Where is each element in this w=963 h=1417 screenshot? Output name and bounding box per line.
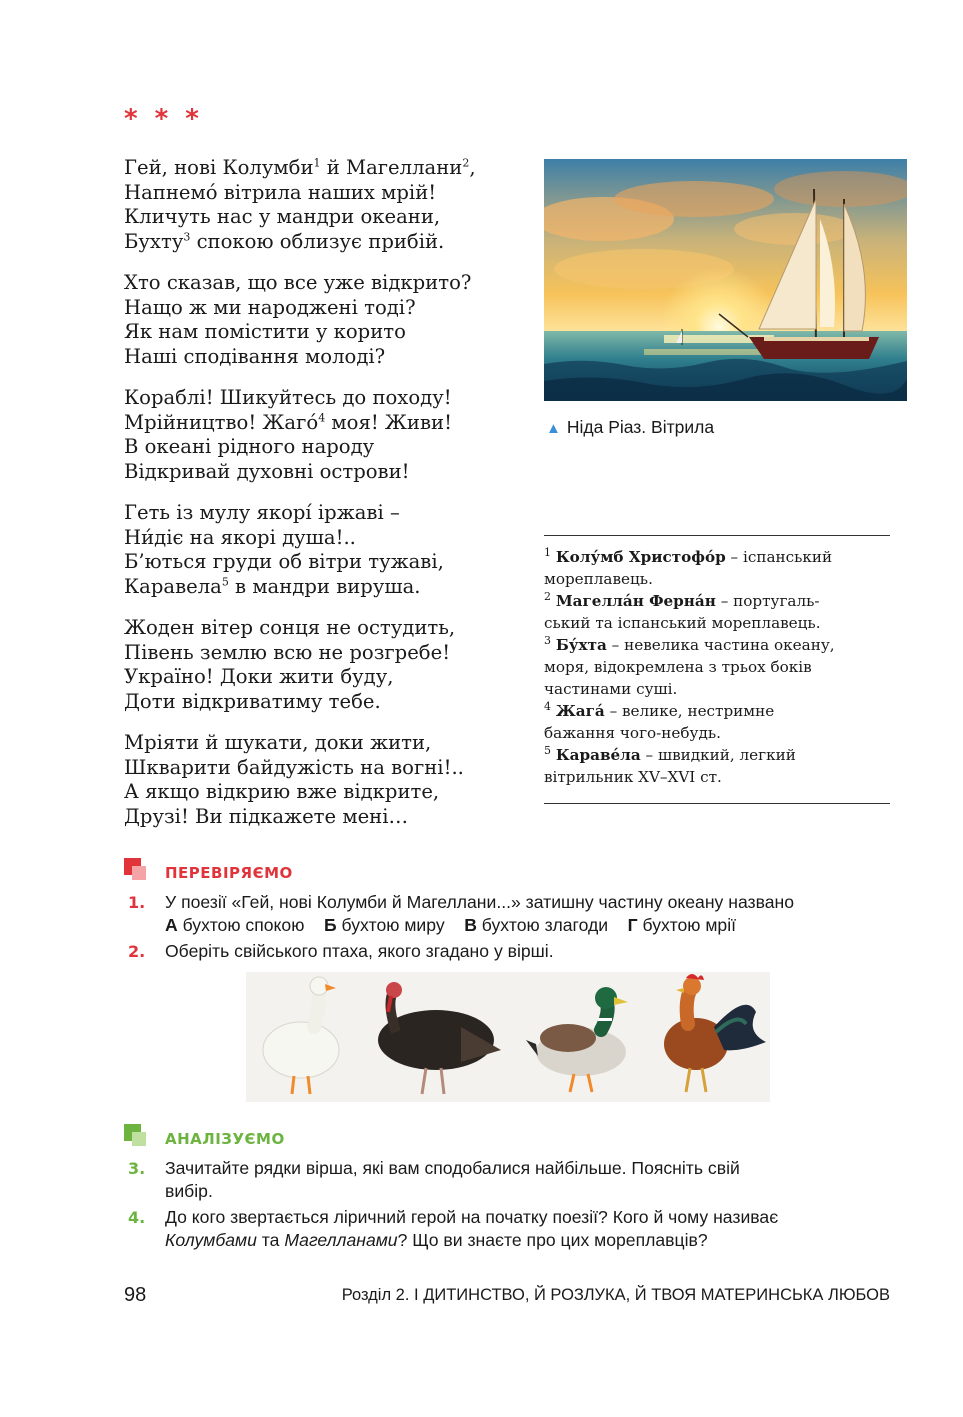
footnote-3: $^3$ Бу́хта – невелика частина океану, [544, 633, 835, 654]
question-1 [165, 891, 895, 937]
question-2-number: 2. [128, 942, 146, 961]
footnote-3-cont2: частинами суші. [544, 680, 678, 698]
poem-line: Україно! Доки жити буду, [124, 665, 394, 688]
poem-line: Доти відкриватиму тебе. [124, 689, 381, 713]
question-3-line-1: Зачитайте рядки вірша, які вам сподобалися найбільше. Поясніть свій [165, 1158, 740, 1178]
question-4-number: 4. [128, 1208, 146, 1227]
stanza-5 [124, 616, 534, 714]
option-h[interactable]: Г бухтою мрії [627, 915, 737, 935]
painting-caption: ▲ Ніда Ріаз. Вітрила [546, 417, 715, 437]
footnote-5: $^5$ Караве́ла – швидкий, легкий [544, 743, 796, 764]
question-4-line-2: Колумбами та Магелланами? Що ви знаєте про цих мореплавців? [165, 1230, 708, 1250]
option-v[interactable]: В бухтою злагоди [464, 915, 609, 935]
footnote-4: $^4$ Жагá – велике, нестримне [544, 699, 775, 720]
footnote-1-cont: мореплавець. [544, 570, 653, 588]
triangle-icon: ▲ [546, 420, 561, 437]
poem-line: Жоден вітер сонця не остудить, [124, 616, 456, 639]
stanza-3 [124, 386, 534, 484]
poem-line: А якщо відкрию вже відкрите, [124, 780, 440, 803]
footnotes [544, 546, 894, 788]
poem-line: Відкривай духовні острови! [124, 459, 410, 483]
sailboat-image [544, 159, 907, 401]
poem-line: Б’ються груди об вітри тужаві, [124, 550, 444, 573]
question-1-text: У поезії «Гей, нові Колумби й Магеллани...» затишну частину океану названо [165, 892, 795, 912]
poem-line: Кличуть нас у мандри океани, [124, 205, 441, 228]
footnote-5-cont: вітрильник XV–XVI ст. [544, 768, 722, 786]
section-analyze-title: АНАЛІЗУЄМО [165, 1130, 285, 1148]
option-a[interactable]: А бухтою спокою [165, 915, 305, 935]
question-4-line-1: До кого звертається ліричний герой на початку поезії? Кого й чому називає [165, 1207, 779, 1227]
poem-line: Як нам помістити у корито [124, 320, 406, 343]
question-3-line-2: вибір. [165, 1181, 213, 1201]
poem-line: Мріяти й шукати, доки жити, [124, 731, 432, 754]
poem-line: Мрійництво! Жагó$^4$ моя! Живи! [124, 410, 452, 434]
question-4 [165, 1206, 895, 1252]
running-head: Розділ 2. І ДИТИНСТВО, Й РОЗЛУКА, Й ТВОЯ МАТЕРИНСЬКА ЛЮБОВ [341, 1286, 890, 1304]
section-check-title: ПЕРЕВІРЯЄМО [165, 864, 293, 882]
poem-line: Наші сподівання молоді? [124, 344, 386, 368]
question-3 [165, 1157, 890, 1203]
section-analyze-square-shadow-icon [132, 1132, 146, 1146]
section-check-square-shadow-icon [132, 866, 146, 880]
poem-line: Шкварити байдужість на вогні!.. [124, 755, 464, 779]
question-1-options [165, 914, 895, 937]
birds-illustration [246, 972, 770, 1102]
question-1-number: 1. [128, 893, 146, 912]
poem-line: Нащо ж ми народжені тоді? [124, 295, 416, 319]
poem-line: Напнемó вітрила наших мрій! [124, 180, 437, 204]
poem-line: Бухту$^3$ спокою облизує прибій. [124, 229, 445, 253]
footnote-2-cont: ський та іспанський мореплавець. [544, 614, 821, 632]
sailboat-painting [544, 159, 907, 401]
page-number: 98 [124, 1284, 147, 1306]
footnote-4-cont: бажання чого-небудь. [544, 724, 721, 742]
footnote-2: $^2$ Магелла́н Ферна́н – португаль- [544, 589, 820, 610]
poem-line: Друзі! Ви підкажете мені… [124, 804, 409, 828]
poem-line: В океані рідного народу [124, 435, 375, 458]
stanza-4 [124, 501, 534, 599]
poem-line: Геть із мулу якорі́ іржаві – [124, 501, 400, 524]
question-3-number: 3. [128, 1159, 146, 1178]
poem-line: Хто сказав, що все уже відкрито? [124, 271, 472, 294]
question-2-text: Оберіть свійського птаха, якого згадано у вірші. [165, 941, 554, 961]
poem-line: Гей, нові Колумби$^1$ й Магеллани$^2$, [124, 156, 476, 179]
poem [124, 156, 534, 846]
footnote-1: $^1$ Колу́мб Христофóр – іспанський [544, 545, 833, 566]
footnote-rule-top [544, 535, 890, 536]
footnote-rule-bottom [544, 803, 890, 804]
stanza-6 [124, 731, 534, 829]
birds-images [246, 972, 770, 1102]
stanza-1 [124, 156, 534, 254]
poem-line: Каравела$^5$ в мандри вируша. [124, 574, 421, 598]
option-b[interactable]: Б бухтою миру [323, 915, 445, 935]
poem-line: Кораблі! Шикуйтесь до походу! [124, 386, 452, 409]
poem-line: Півень землю всю не розгребе! [124, 640, 451, 664]
poem-line: Ни́діє на якорі душа!.. [124, 525, 356, 549]
footnote-3-cont: моря, відокремлена з трьох боків [544, 658, 812, 676]
stars-divider: * * * [124, 104, 203, 134]
stanza-2 [124, 271, 534, 369]
